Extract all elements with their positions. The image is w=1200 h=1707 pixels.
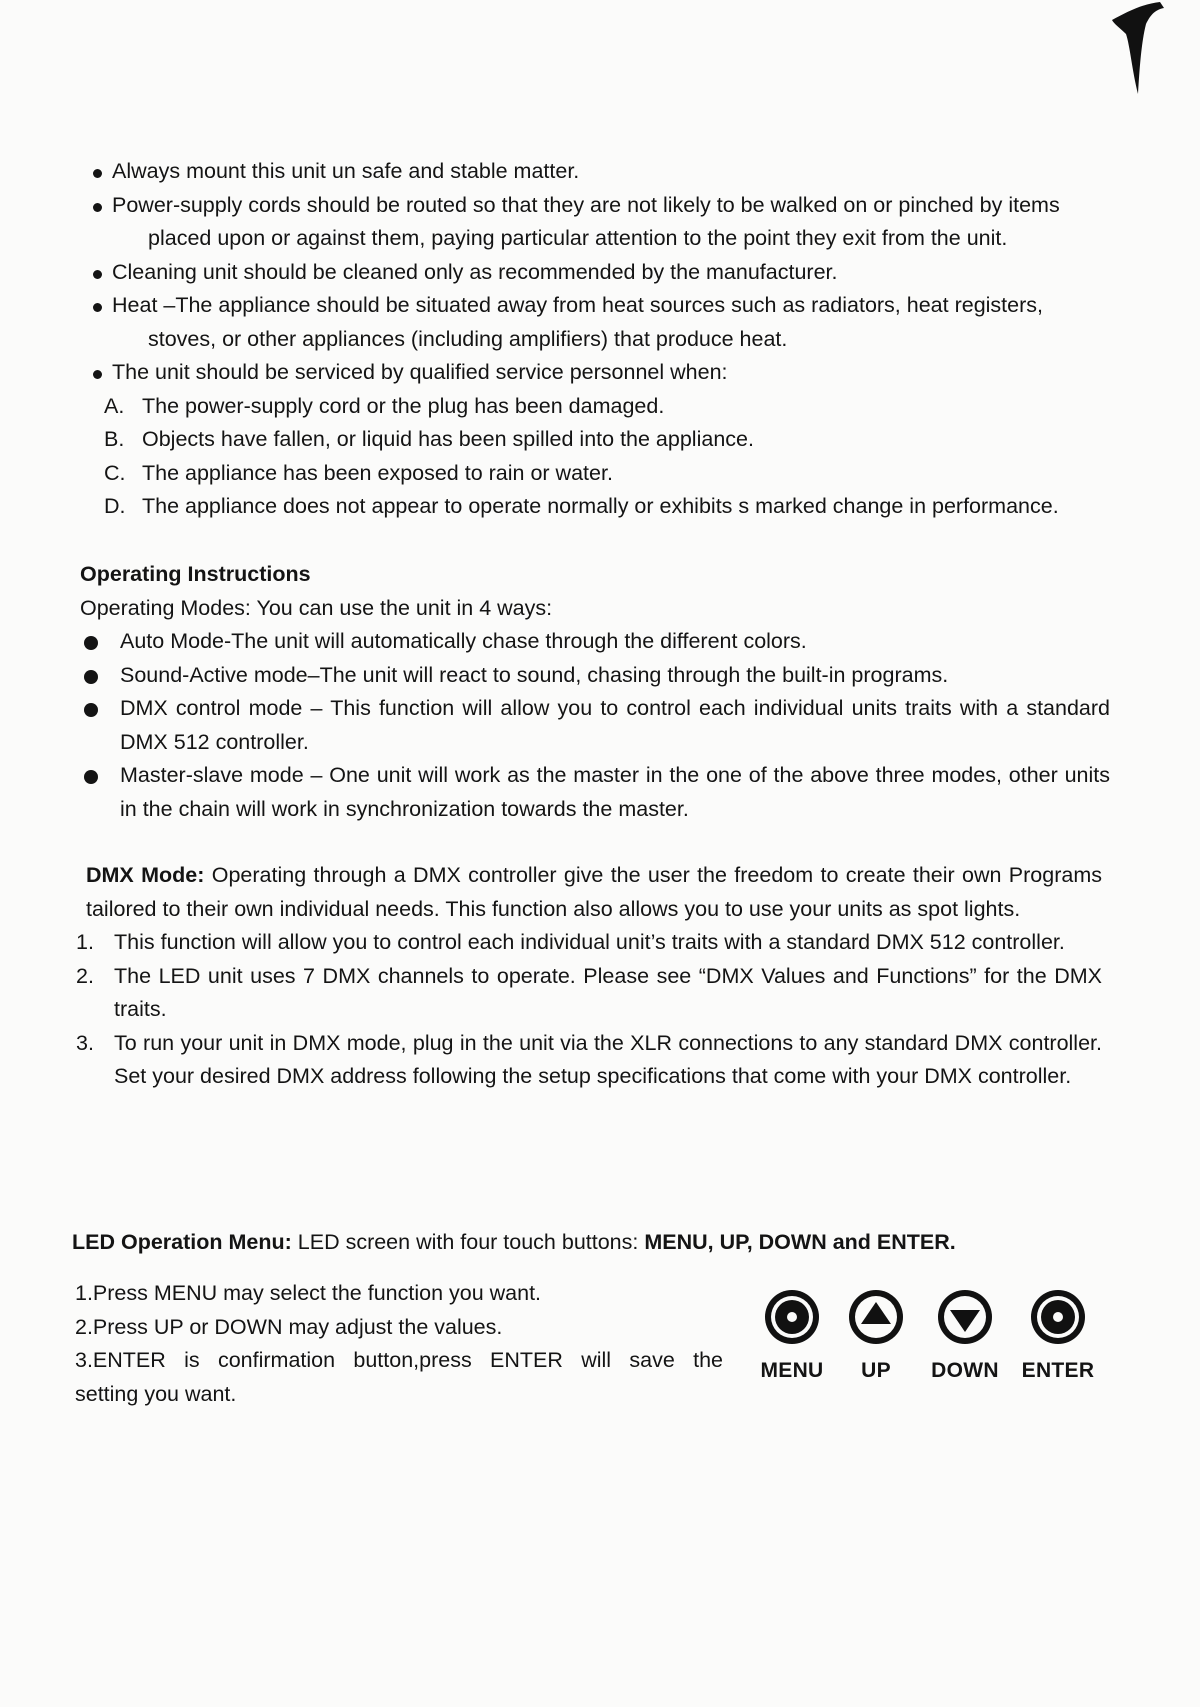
mode-item: Auto Mode-The unit will automatically chase through the different colors.: [80, 625, 1110, 659]
dot-icon: [1028, 1287, 1088, 1347]
dmx-step: 3. To run your unit in DMX mode, plug in the unit via the XLR connections to any standard DMX controller. Set your desired DMX address following the setup specifications that come with your DMX controller.: [76, 1030, 1102, 1088]
safety-item: Power-supply cords should be routed so that they are not likely to be walked on or pinched by items placed upon or against them, paying particular attention to the point they exit from the unit.: [90, 189, 1110, 256]
dmx-step: 1. This function will allow you to control each individual unit’s traits with a standard DMX 512 controller.: [76, 930, 1065, 954]
safety-item: Heat –The appliance should be situated away from heat sources such as radiators, heat registers, stoves, or other appliances (including amplifiers) that produce heat.: [90, 289, 1110, 356]
dmx-steps: [76, 926, 1102, 1094]
down-key: DOWN: [925, 1287, 1005, 1383]
led-step: 3.ENTER is confirmation button,press ENTER will save the: [75, 1348, 723, 1372]
condition-item: B. Objects have fallen, or liquid has been spilled into the appliance.: [104, 427, 754, 451]
bullet-icon: [84, 670, 98, 684]
bullet-icon: [93, 169, 102, 178]
bullet-icon: [93, 203, 102, 212]
mode-item: Master-slave mode – One unit will work as the master in the one of the above three modes, other units in the chain will work in synchronization towards the master.: [80, 759, 1110, 826]
condition-item: D. The appliance does not appear to operate normally or exhibits s marked change in performance.: [104, 494, 1059, 518]
led-step: setting you want.: [75, 1381, 237, 1406]
dot-icon: [762, 1287, 822, 1347]
bullet-icon: [93, 270, 102, 279]
safety-list: [90, 155, 1110, 524]
operating-intro: Operating Modes: You can use the unit in 4 ways:: [80, 595, 553, 620]
safety-item: Cleaning unit should be cleaned only as recommended by the manufacturer.: [90, 256, 1110, 290]
led-menu-heading: [72, 1226, 1112, 1260]
operating-title: Operating Instructions: [80, 562, 311, 586]
bullet-icon: [84, 703, 98, 717]
dmx-intro: DMX Mode: Operating through a DMX controller give the user the freedom to create their own Programs tailored to their own individual needs. This function also allows you to use your units as spot lights.: [86, 863, 1102, 921]
led-menu-steps: [75, 1277, 723, 1411]
dmx-step: 2. The LED unit uses 7 DMX channels to operate. Please see “DMX Values and Functions” for the DMX traits.: [76, 963, 1102, 1021]
dmx-label: DMX Mode:: [86, 863, 205, 887]
bullet-icon: [84, 770, 98, 784]
down-triangle-icon: [935, 1287, 995, 1347]
enter-key: ENTER: [1018, 1287, 1098, 1383]
dmx-mode-section: [76, 859, 1102, 1094]
bullet-icon: [93, 370, 102, 379]
condition-item: C. The appliance has been exposed to rain or water.: [104, 460, 613, 485]
safety-item: Always mount this unit un safe and stable matter.: [90, 155, 1110, 189]
led-step: 2.Press UP or DOWN may adjust the values.: [75, 1314, 503, 1339]
menu-key: MENU: [752, 1287, 832, 1383]
up-key: UP: [836, 1287, 916, 1383]
safety-item: The unit should be serviced by qualified service personnel when:: [90, 356, 1110, 390]
condition-item: A. The power-supply cord or the plug has been damaged.: [104, 393, 665, 418]
led-menu-buttons: MENU, UP, DOWN and ENTER.: [644, 1230, 956, 1254]
up-triangle-icon: [846, 1287, 906, 1347]
operating-instructions: [80, 558, 1110, 826]
led-step: 1.Press MENU may select the function you want.: [75, 1281, 542, 1305]
bullet-icon: [93, 303, 102, 312]
scan-mark-icon: [1102, 0, 1172, 100]
modes-list: [80, 625, 1110, 826]
led-menu-label: LED Operation Menu:: [72, 1230, 292, 1254]
bullet-icon: [84, 636, 98, 650]
mode-item: DMX control mode – This function will allow you to control each individual units traits with a standard DMX 512 controller.: [80, 692, 1110, 759]
led-keypad-diagram: [752, 1287, 1102, 1387]
led-menu-desc: LED screen with four touch buttons:: [297, 1230, 639, 1254]
mode-item: Sound-Active mode–The unit will react to sound, chasing through the built-in programs.: [80, 659, 1110, 693]
